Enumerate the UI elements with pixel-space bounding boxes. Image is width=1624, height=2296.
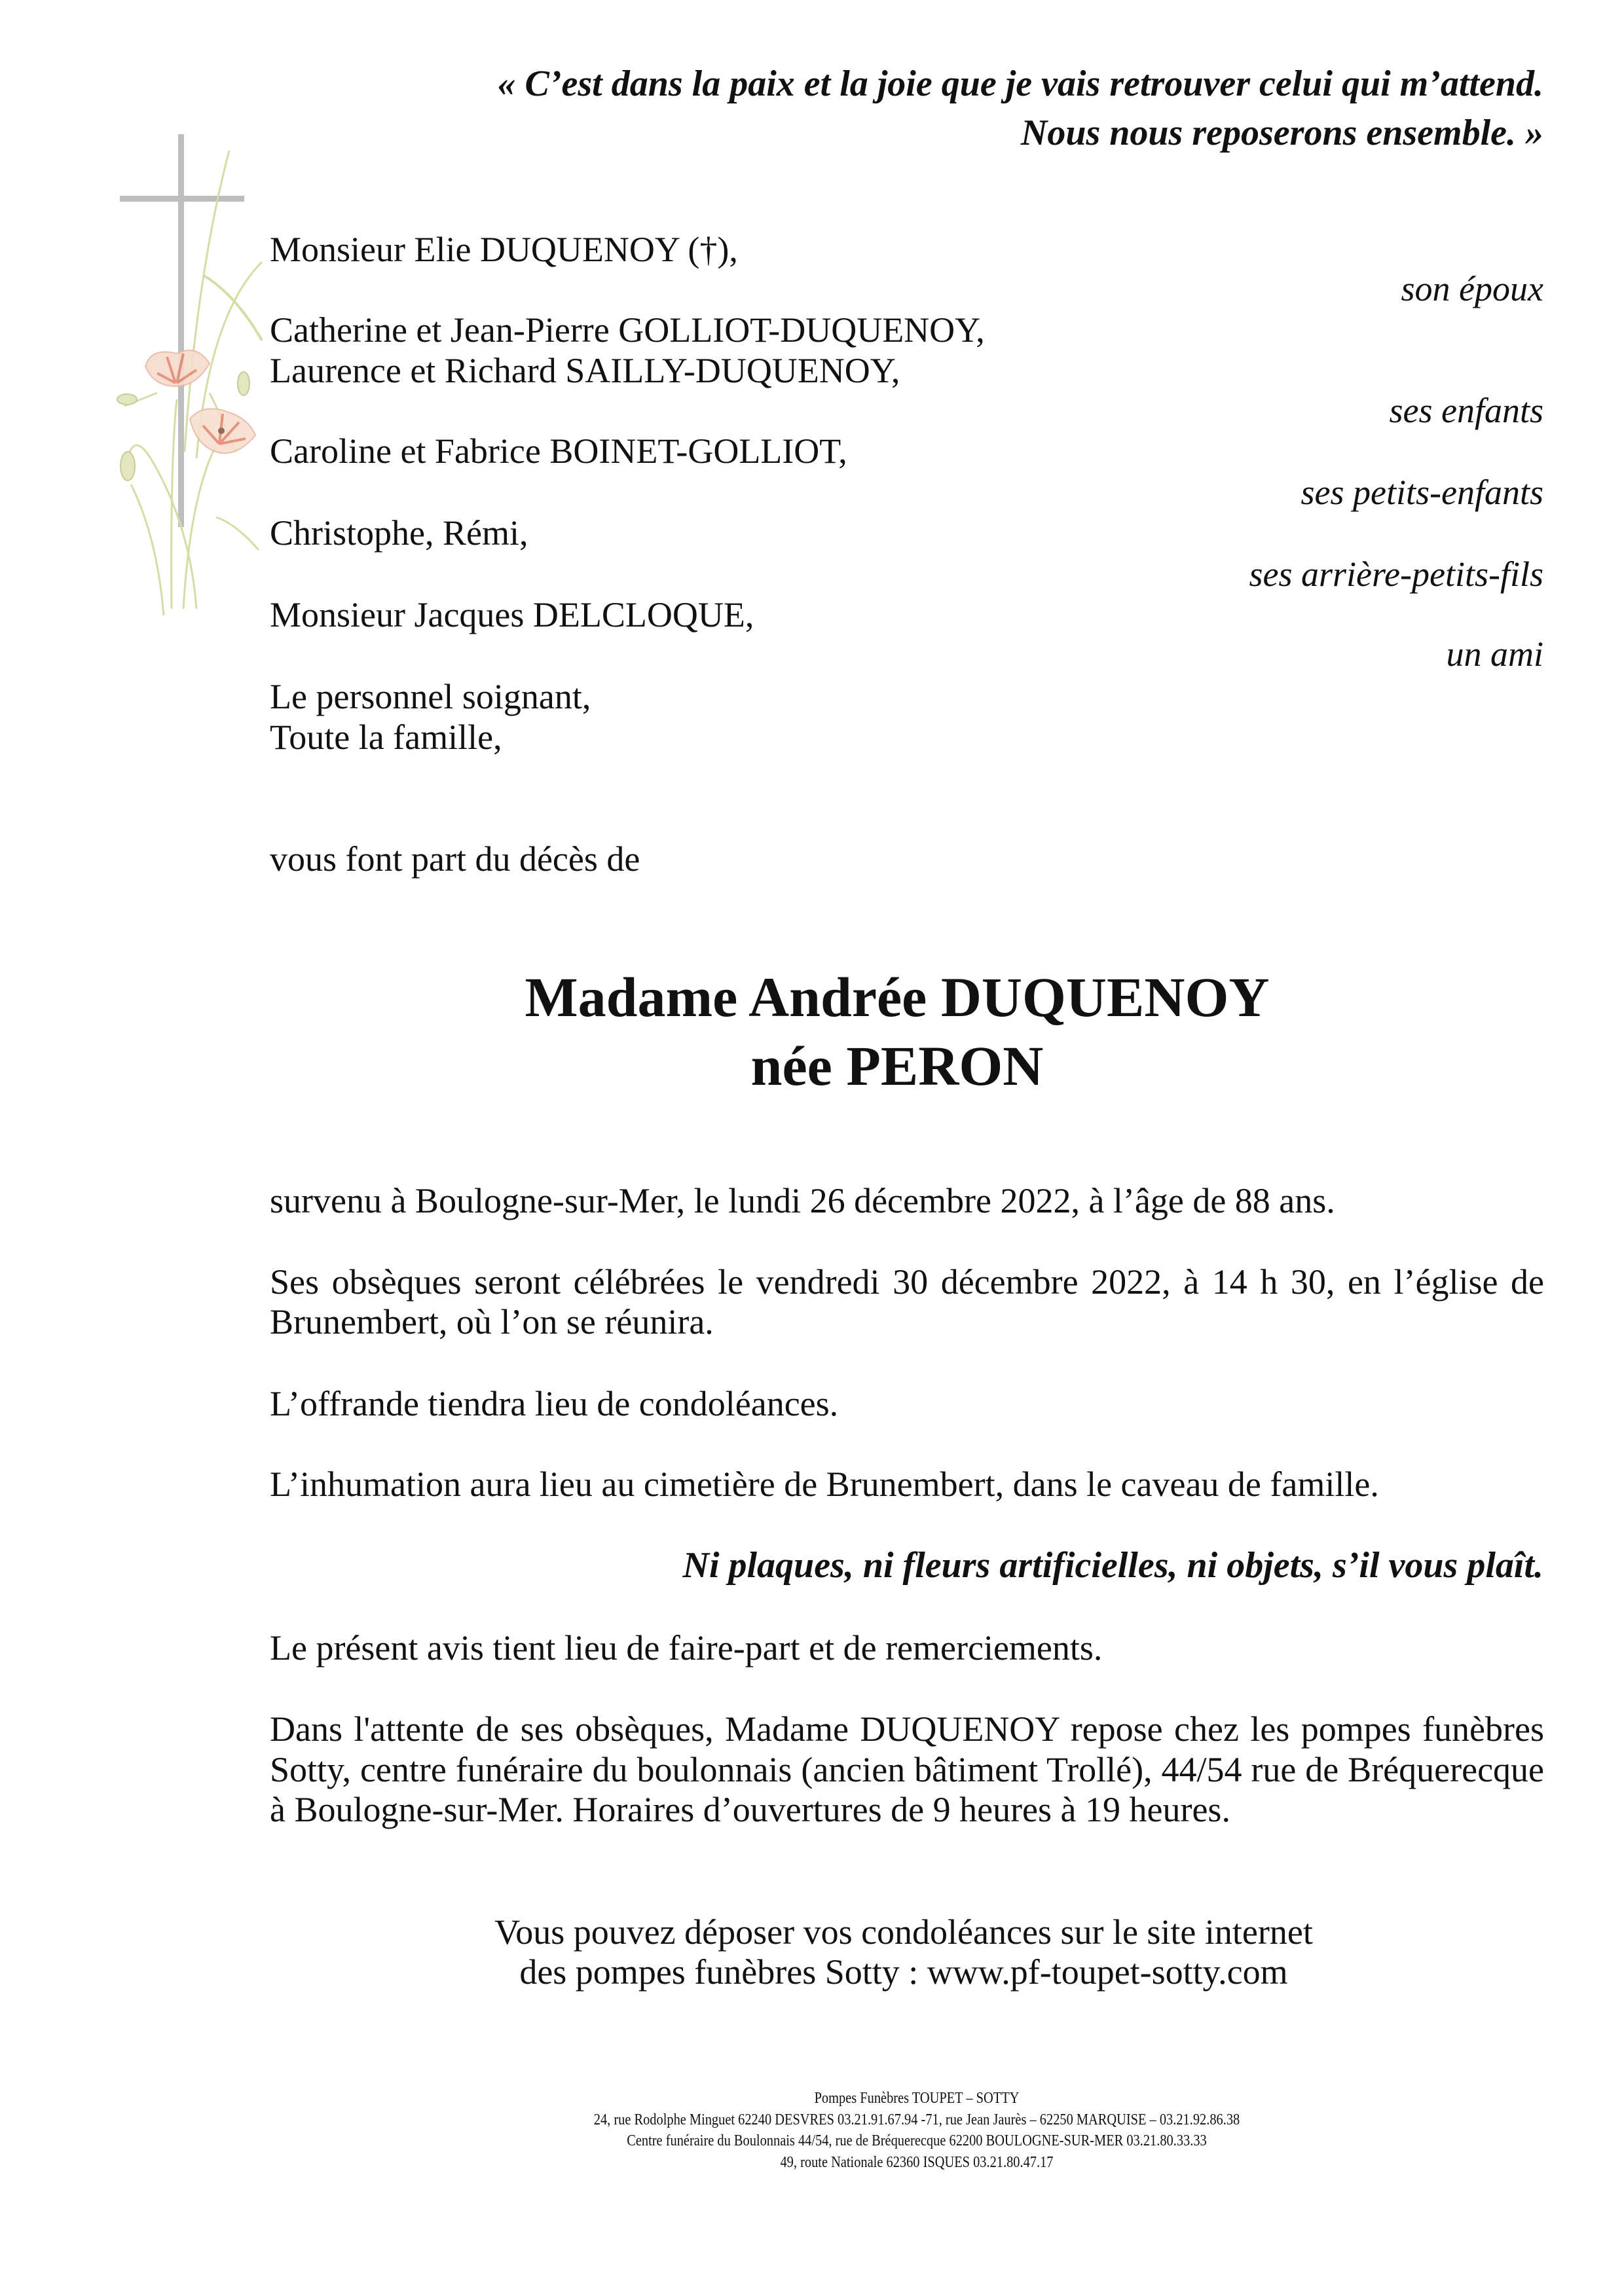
mourner-line: Caroline et Fabrice BOINET-GOLLIOT, [270, 431, 847, 471]
rest-paragraph-line-2: Sotty, centre funéraire du boulonnais (ancien bâtiment Trollé), 44/54 rue de Bréquerecque [270, 1750, 1544, 1789]
no-flowers-notice: Ni plaques, ni fleurs artificielles, ni objets, s’il vous plaît. [682, 1545, 1543, 1586]
relation-label: ses enfants [1389, 391, 1543, 430]
mourner-line: Catherine et Jean-Pierre GOLLIOT-DUQUENOY, [270, 310, 985, 350]
poppy-flower-icon [190, 409, 255, 453]
burial-paragraph: L’inhumation aura lieu au cimetière de Brunembert, dans le caveau de famille. [270, 1465, 1379, 1504]
footer-address-line: 49, route Nationale 62360 ISQUES 03.21.80.47.17 [780, 2154, 1054, 2171]
relation-label: ses petits-enfants [1301, 473, 1543, 512]
rest-paragraph-line-1: Dans l'attente de ses obsèques, Madame DUQUENOY repose chez les pompes funèbres [270, 1709, 1544, 1749]
announcement-text: vous font part du décès de [270, 839, 640, 879]
death-paragraph: survenu à Boulogne-sur-Mer, le lundi 26 décembre 2022, à l’âge de 88 ans. [270, 1181, 1335, 1220]
rest-paragraph-line-3: à Boulogne-sur-Mer. Horaires d’ouvertures de 9 heures à 19 heures. [270, 1790, 1230, 1829]
offering-paragraph: L’offrande tiendra lieu de condoléances. [270, 1384, 839, 1423]
mourner-line: Toute la famille, [270, 718, 502, 757]
mourner-line: Le personnel soignant, [270, 677, 591, 716]
quote-line-2: Nous nous reposerons ensemble. » [1020, 113, 1543, 153]
relation-label: ses arrière-petits-fils [1249, 555, 1543, 594]
notice-paragraph: Le présent avis tient lieu de faire-part et de remerciements. [270, 1628, 1103, 1667]
footer-company: Pompes Funèbres TOUPET – SOTTY [814, 2090, 1020, 2107]
mourner-line: Laurence et Richard SAILLY-DUQUENOY, [270, 351, 900, 390]
footer-address-line: 24, rue Rodolphe Minguet 62240 DESVRES 03.21.91.67.94 -71, rue Jean Jaurès – 62250 MARQUISE – 03.21.92.86.38 [593, 2111, 1240, 2128]
cross-icon [120, 134, 244, 527]
deceased-maiden-name: née PERON [750, 1034, 1044, 1097]
quote-line-1: « C’est dans la paix et la joie que je vais retrouver celui qui m’attend. [497, 64, 1543, 104]
funeral-paragraph-line-1: Ses obsèques seront célébrées le vendredi 30 décembre 2022, à 14 h 30, en l’église de [270, 1262, 1544, 1302]
relation-label: un ami [1446, 634, 1543, 674]
mourner-line: Monsieur Jacques DELCLOQUE, [270, 595, 754, 634]
mourner-line: Monsieur Elie DUQUENOY (†), [270, 230, 738, 269]
deceased-name: Madame Andrée DUQUENOY [525, 966, 1270, 1029]
mourner-line: Christophe, Rémi, [270, 513, 528, 553]
poppy-flower-icon [145, 350, 210, 386]
relation-label: son époux [1401, 269, 1543, 308]
footer-address-line: Centre funéraire du Boulonnais 44/54, rue de Bréquerecque 62200 BOULOGNE-SUR-MER 03.21.80.33.33 [627, 2132, 1207, 2149]
condolences-line-1: Vous pouvez déposer vos condoléances sur le site internet [494, 1912, 1313, 1952]
condolences-line-2: des pompes funèbres Sotty : www.pf-toupet-sotty.com [519, 1952, 1288, 1992]
funeral-paragraph-line-2: Brunembert, où l’on se réunira. [270, 1302, 714, 1341]
